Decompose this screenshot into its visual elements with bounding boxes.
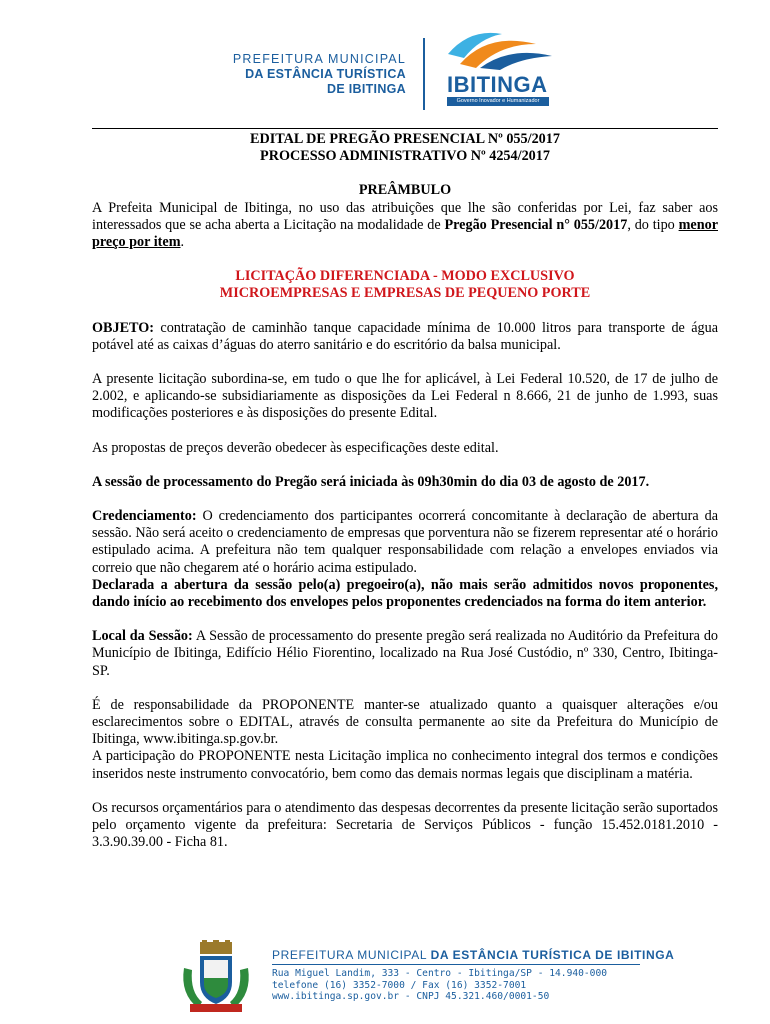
preamble-modality: Pregão Presencial n° 055/2017 [444,216,628,233]
header-divider [423,38,425,110]
subordination-paragraph: A presente licitação subordina-se, em tudo o que lhe for aplicável, à Lei Federal 10.520, de 17 de julho de 2.002, e aplicando-se subsidiariamente as disposições da Lei Federal n 8.666, 21 de junho de 1.993, suas modificações posteriores e às disposições do presente Edital. [92,371,718,422]
edital-title-line2: PROCESSO ADMINISTRATIVO Nº 4254/2017 [260,148,550,165]
footer-title-b: DA ESTÂNCIA TURÍSTICA DE IBITINGA [430,948,675,962]
responsibility-paragraph: É de responsabilidade da PROPONENTE manter-se atualizado quanto a quaisquer alterações e/ou esclarecimentos sobre o EDITAL, através de consulta permanente ao site da Prefeitura do Município de Ibitinga, www.ibitinga.sp.gov.br. [92,696,718,748]
footer-rule [272,964,640,965]
municipal-crest-icon [176,938,256,1018]
preamble-heading: PREÂMBULO [358,182,452,199]
proposals-paragraph: As propostas de preços deverão obedecer às especificações deste edital. [92,439,499,456]
declared-opening-paragraph: Declarada a abertura da sessão pelo(a) pregoeiro(a), não mais serão admitidos novos proponentes, dando início ao recebimento dos envelopes pelos proponentes credenciados na forma do item anterior. [92,576,718,611]
objeto-text: contratação de caminhão tanque capacidade mínima de 10.000 litros para transporte de água potável até as caixas d’águas do aterro sanitário e do escritório da balsa municipal. [92,319,718,353]
participation-paragraph: A participação do PROPONENTE nesta Licitação implica no conhecimento integral dos termos e condições inseridos neste instrumento convocatório, bem como das demais normas legais que disciplinam a matéria. [92,748,718,782]
session-location-label: Local da Sessão: [92,628,193,645]
credentialing-paragraph [92,508,718,577]
page-header [0,0,770,120]
logo-wordmark: IBITINGA [447,72,548,97]
session-location-paragraph [92,628,718,680]
footer-contact [272,968,607,1003]
footer-web[interactable]: www.ibitinga.sp.gov.br - CNPJ 45.321.460/0001-50 [272,991,550,1003]
edital-title-line1: EDITAL DE PREGÃO PRESENCIAL Nº 055/2017 [250,131,560,147]
preamble-text-b: , do tipo [627,216,679,233]
objeto-paragraph [92,320,718,354]
logo-tagline: Governo Inovador e Humanizador [447,97,549,106]
credentialing-text: O credenciamento dos participantes ocorrerá concomitante à declaração de abertura da sessão. Não será aceito o credenciamento de empresas que porventura não se fizerem representar até o horário estipulado acima. A prefeitura não tem qualquer responsabilidade com relação a envelopes enviados via correio que não chegarem até o horário acima estipulado. [92,508,718,576]
exclusive-notice-line2: MICROEMPRESAS E EMPRESAS DE PEQUENO PORTE [219,285,591,302]
session-start-paragraph: A sessão de processamento do Pregão será iniciada às 09h30min do dia 03 de agosto de 2017. [92,473,650,490]
objeto-label: OBJETO: [92,319,155,336]
budget-paragraph: Os recursos orçamentários para o atendimento das despesas decorrentes da presente licitação serão suportados pelo orçamento vigente da prefeitura: Secretaria de Serviços Públicos - função 15.452.0181.2010 - 3.3.90.39.00 - Ficha 81. [92,799,718,851]
preamble-paragraph [92,200,718,252]
footer-address: Rua Miguel Landim, 333 - Centro - Ibitinga/SP - 14.940-000 [272,968,608,979]
preamble-text: A Prefeita Municipal de Ibitinga, no uso das atribuições que lhe são conferidas por Lei, faz saber aos interessados que se acha aberta a Licitação na modalidade de [92,199,718,233]
session-location-text: A Sessão de processamento do presente pregão será realizada no Auditório da Prefeitura do Município de Ibitinga, Edifício Hélio Fiorentino, localizado na Rua José Custódio, nº 330, Centro, Ibitinga-SP. [92,628,719,679]
org-name-block [233,52,406,96]
footer-phone: telefone (16) 3352-7000 / Fax (16) 3352-7001 [272,979,527,991]
edital-title [92,128,718,165]
exclusive-notice-line1: LICITAÇÃO DIFERENCIADA - MODO EXCLUSIVO [235,268,575,285]
footer-title-a: PREFEITURA MUNICIPAL [272,948,431,962]
document-body [92,128,718,852]
credentialing-label: Credenciamento: [92,508,197,525]
footer-title [272,948,674,962]
org-name-line3: DE IBITINGA [327,82,406,96]
preamble-type: menor preço por item [92,216,718,251]
preamble-text-c: . [180,234,185,251]
org-name-line2: DA ESTÂNCIA TURÍSTICA [245,67,406,81]
org-name-line1: PREFEITURA MUNICIPAL [232,52,406,66]
